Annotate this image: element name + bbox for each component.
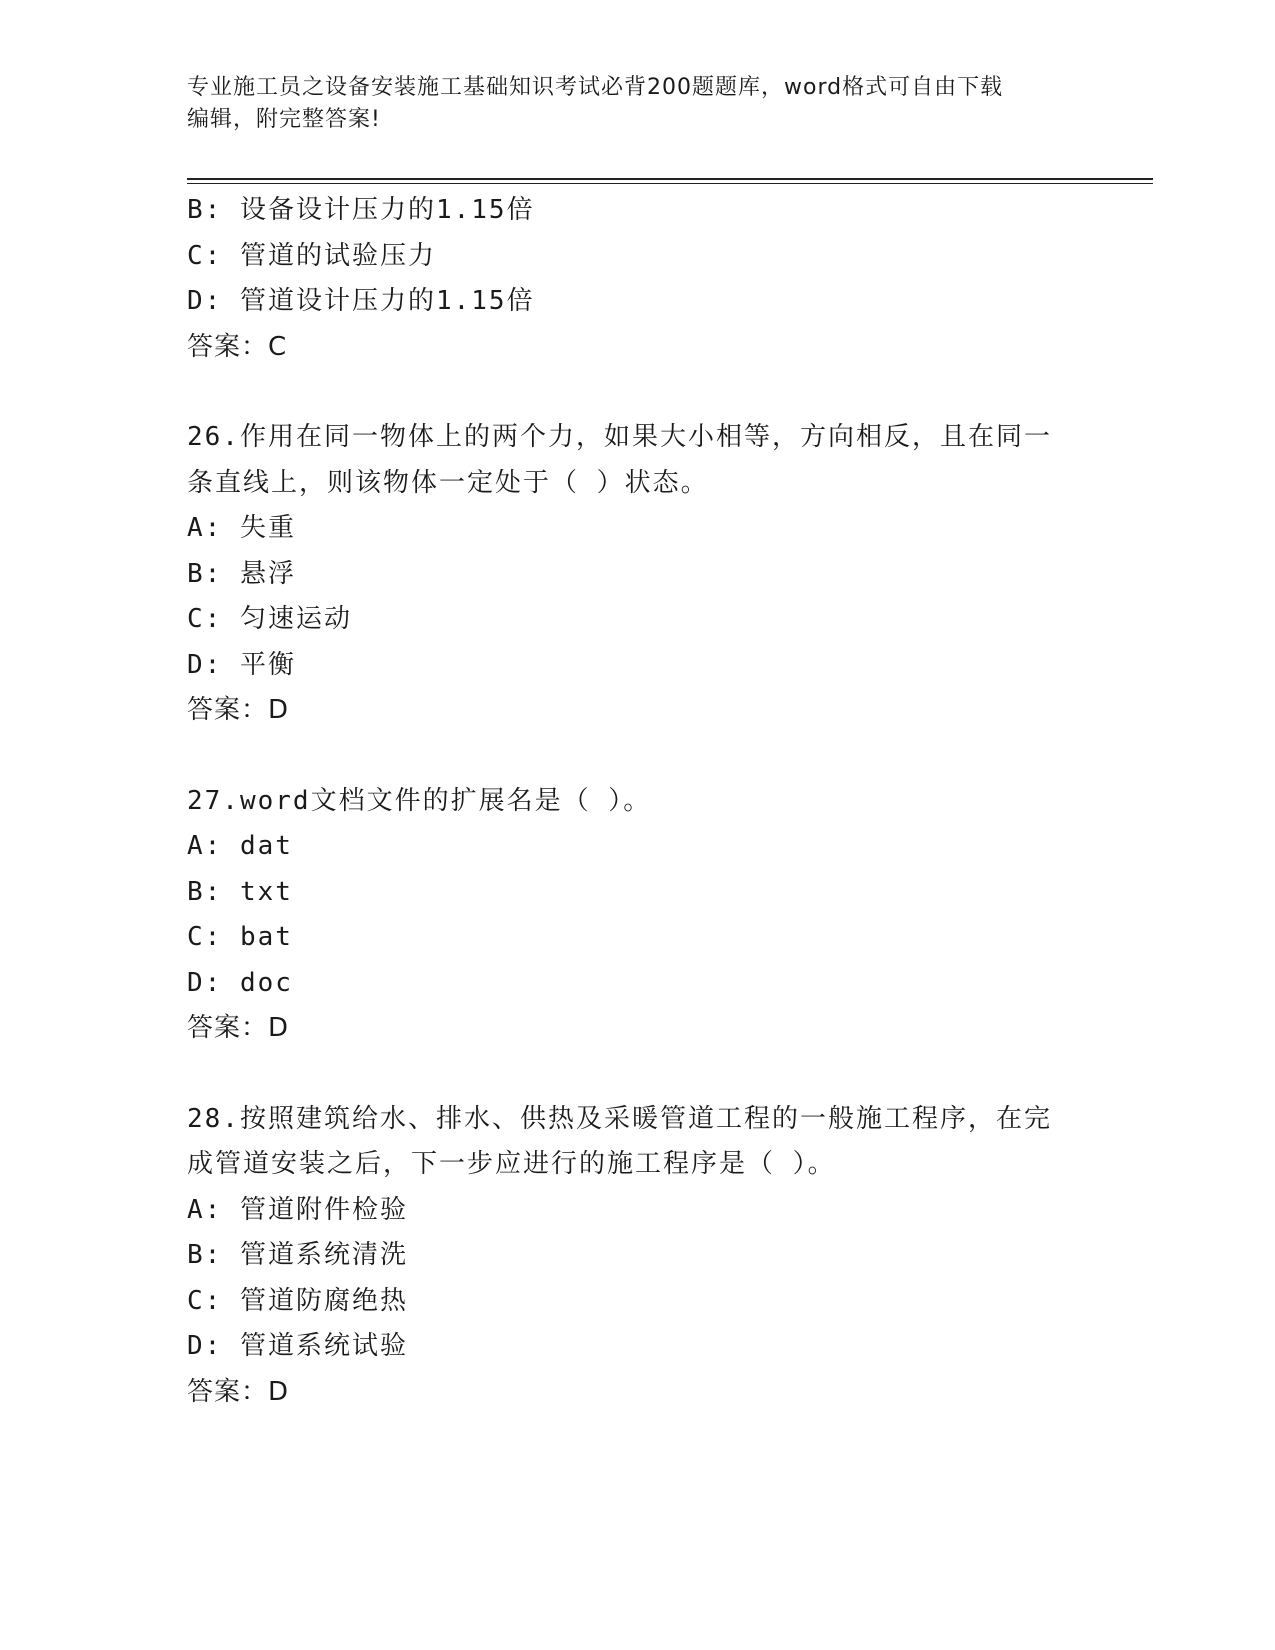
option-a: A: dat <box>187 831 293 861</box>
option-c: C: 管道防腐绝热 <box>187 1285 408 1316</box>
answer: 答案：D <box>187 1013 290 1043</box>
header-rule-thick <box>187 178 1153 180</box>
answer: 答案：D <box>187 1376 290 1407</box>
header-line-1: 专业施工员之设备安装施工基础知识考试必背200题题库，word格式可自由下载 <box>187 75 1004 100</box>
document-header <box>187 72 1087 136</box>
header-rule-thin <box>187 183 1153 184</box>
question-stem-line-1: 27.word文档文件的扩展名是（ ）。 <box>187 785 652 816</box>
question-stem-line-2: 条直线上，则该物体一定处于（ ）状态。 <box>187 467 709 498</box>
option-b: B: 悬浮 <box>187 558 296 589</box>
option-c: C: 管道的试验压力 <box>187 240 436 271</box>
question-list <box>187 188 1087 1415</box>
option-b: B: 管道系统清洗 <box>187 1240 408 1270</box>
option-b: B: 设备设计压力的1.15倍 <box>187 195 535 225</box>
option-c: C: bat <box>187 922 293 952</box>
answer: 答案：C <box>187 331 288 362</box>
question-28 <box>187 1097 1087 1416</box>
option-a: A: 失重 <box>187 513 296 543</box>
answer: 答案：D <box>187 695 290 725</box>
option-d: D: 管道系统试验 <box>187 1331 408 1361</box>
option-a: A: 管道附件检验 <box>187 1194 408 1225</box>
option-d: D: 平衡 <box>187 649 296 680</box>
question-stem-line-1: 26.作用在同一物体上的两个力，如果大小相等，方向相反，且在同一 <box>187 422 1052 452</box>
question-stem-line-1: 28.按照建筑给水、排水、供热及采暖管道工程的一般施工程序，在完 <box>187 1103 1052 1134</box>
question-stem-line-2: 成管道安装之后，下一步应进行的施工程序是（ ）。 <box>187 1149 836 1179</box>
question-25 <box>187 188 1087 370</box>
question-26 <box>187 415 1087 734</box>
option-b: B: txt <box>187 876 293 907</box>
option-c: C: 匀速运动 <box>187 604 352 634</box>
question-27 <box>187 779 1087 1052</box>
option-d: D: doc <box>187 967 293 998</box>
option-d: D: 管道设计压力的1.15倍 <box>187 286 535 316</box>
header-line-2: 编辑，附完整答案! <box>187 107 381 132</box>
